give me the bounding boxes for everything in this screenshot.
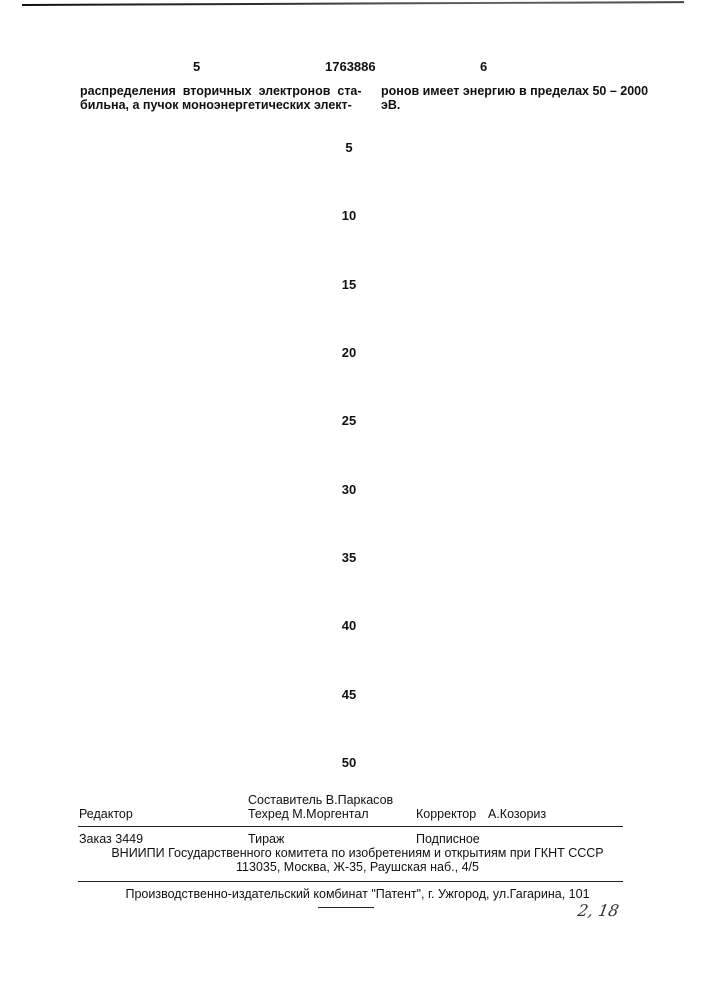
line-number: 25 bbox=[341, 413, 357, 428]
right-column-line: эВ. bbox=[381, 98, 401, 112]
left-column-line: распределения вторичных электронов ста- bbox=[80, 84, 362, 98]
patent-number: 1763886 bbox=[325, 59, 376, 74]
line-number: 45 bbox=[341, 687, 357, 702]
line-number: 15 bbox=[341, 277, 357, 292]
publisher: Производственно-издательский комбинат "Патент", г. Ужгород, ул.Гагарина, 101 bbox=[125, 887, 590, 901]
short-divider bbox=[318, 907, 374, 908]
top-rule bbox=[22, 1, 684, 6]
institution: ВНИИПИ Государственного комитета по изобретениям и открытиям при ГКНТ СССР bbox=[111, 846, 604, 860]
order-number: Заказ 3449 bbox=[79, 832, 144, 846]
line-number: 5 bbox=[345, 140, 353, 155]
right-page-number: 6 bbox=[480, 59, 488, 74]
handwritten-note: 2, 18 bbox=[576, 901, 621, 920]
techred: Техред М.Моргентал bbox=[248, 807, 369, 821]
editor-label: Редактор bbox=[79, 807, 133, 821]
left-column bbox=[80, 84, 362, 112]
corrector-name: А.Козориз bbox=[488, 807, 547, 821]
line-number: 50 bbox=[341, 755, 357, 770]
left-column-line: бильна, а пучок моноэнергетических элект- bbox=[80, 98, 352, 112]
line-number: 35 bbox=[341, 550, 357, 565]
corrector-label: Корректор bbox=[416, 807, 477, 821]
publisher-divider bbox=[78, 881, 623, 882]
compiler: Составитель В.Паркасов bbox=[248, 793, 394, 807]
circulation-label: Тираж bbox=[248, 832, 285, 846]
subscription-label: Подписное bbox=[416, 832, 480, 846]
line-number: 10 bbox=[341, 208, 357, 223]
line-number: 20 bbox=[341, 345, 357, 360]
right-column bbox=[381, 84, 648, 112]
line-number: 40 bbox=[341, 618, 357, 633]
footer-divider bbox=[78, 826, 623, 827]
address: 113035, Москва, Ж-35, Раушская наб., 4/5 bbox=[236, 860, 479, 874]
left-page-number: 5 bbox=[193, 59, 201, 74]
right-column-line: ронов имеет энергию в пределах 50 – 2000 bbox=[381, 84, 649, 98]
line-number: 30 bbox=[341, 482, 357, 497]
